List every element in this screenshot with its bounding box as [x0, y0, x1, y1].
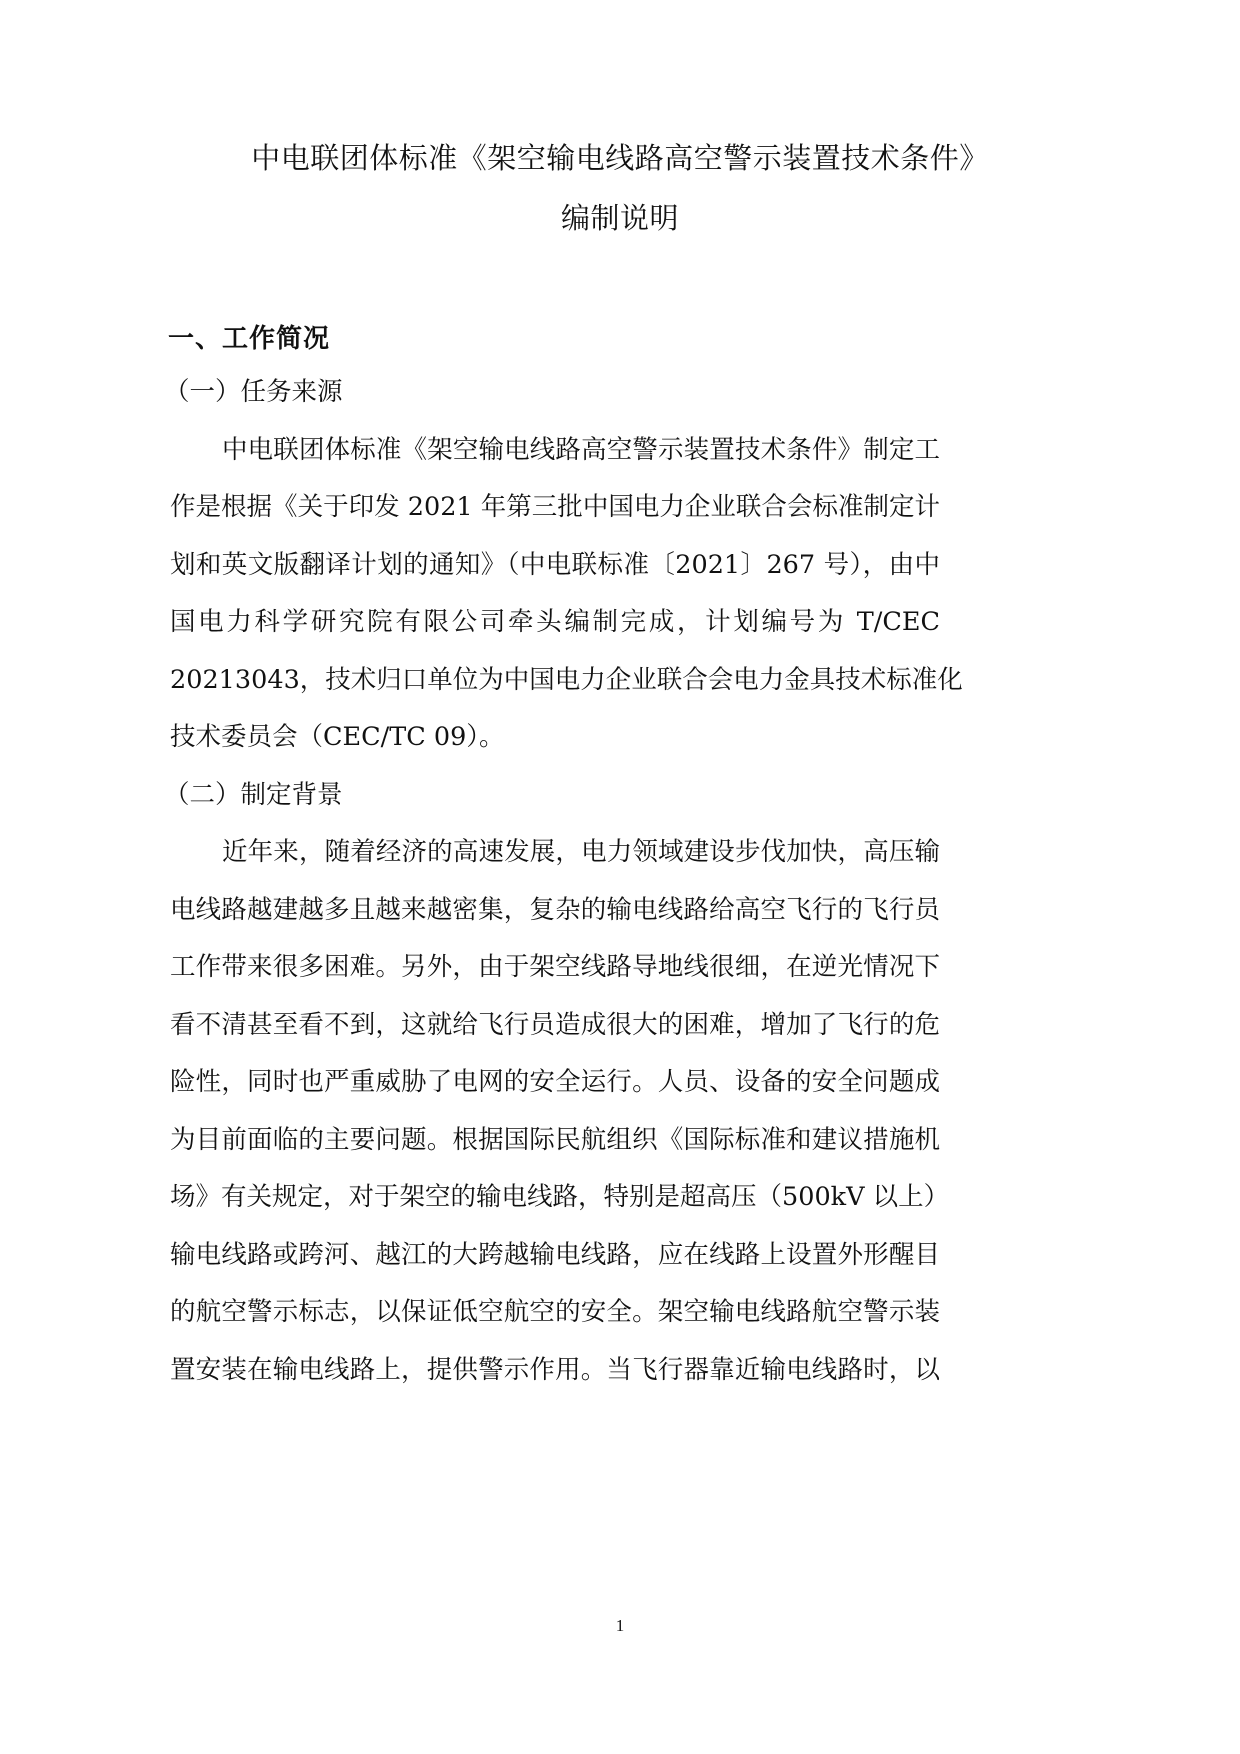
paragraph-line: 作是根据《关于印发 2021 年第三批中国电力企业联合会标准制定计	[170, 492, 940, 522]
document-title: 中电联团体标准《架空输电线路高空警示装置技术条件》	[251, 141, 989, 175]
paragraph-line: 工作带来很多困难。另外，由于架空线路导地线很细，在逆光情况下	[170, 952, 940, 982]
page-number: 1	[615, 1616, 625, 1635]
section-heading-work-overview: 一、工作简况	[168, 324, 331, 354]
subsection-heading-task-source: （一）任务来源	[164, 377, 343, 407]
paragraph-line: 电线路越建越多且越来越密集，复杂的输电线路给高空飞行的飞行员	[170, 894, 940, 925]
paragraph-line: 近年来，随着经济的高速发展，电力领域建设步伐加快，高压输	[222, 837, 940, 867]
document-subtitle: 编制说明	[560, 201, 679, 235]
paragraph-line: 技术委员会（CEC/TC 09）。	[170, 722, 505, 752]
paragraph-line: 20213043，技术归口单位为中国电力企业联合会电力金具技术标准化	[170, 664, 963, 695]
paragraph-line: 划和英文版翻译计划的通知》（中电联标准〔2021〕267 号），由中	[170, 549, 940, 580]
section-body	[164, 364, 963, 1399]
paragraph-line: 输电线路或跨河、越江的大跨越输电线路，应在线路上设置外形醒目	[170, 1239, 940, 1270]
paragraph-line: 中电联团体标准《架空输电线路高空警示装置技术条件》制定工	[222, 434, 940, 465]
paragraph-line: 国电力科学研究院有限公司牵头编制完成，计划编号为 T/CEC	[170, 607, 940, 637]
paragraph-line: 险性，同时也严重威胁了电网的安全运行。人员、设备的安全问题成	[170, 1067, 940, 1097]
paragraph-line: 看不清甚至看不到，这就给飞行员造成很大的困难，增加了飞行的危	[170, 1009, 940, 1040]
paragraph-line: 为目前面临的主要问题。根据国际民航组织《国际标准和建议措施机	[170, 1124, 940, 1155]
paragraph-line: 场》有关规定，对于架空的输电线路，特别是超高压（500kV 以上）	[170, 1182, 950, 1212]
paragraph-line: 置安装在输电线路上，提供警示作用。当飞行器靠近输电线路时，以	[170, 1354, 940, 1385]
paragraph-line: 的航空警示标志，以保证低空航空的安全。架空输电线路航空警示装	[170, 1297, 940, 1327]
subsection-heading-background: （二）制定背景	[164, 779, 343, 810]
